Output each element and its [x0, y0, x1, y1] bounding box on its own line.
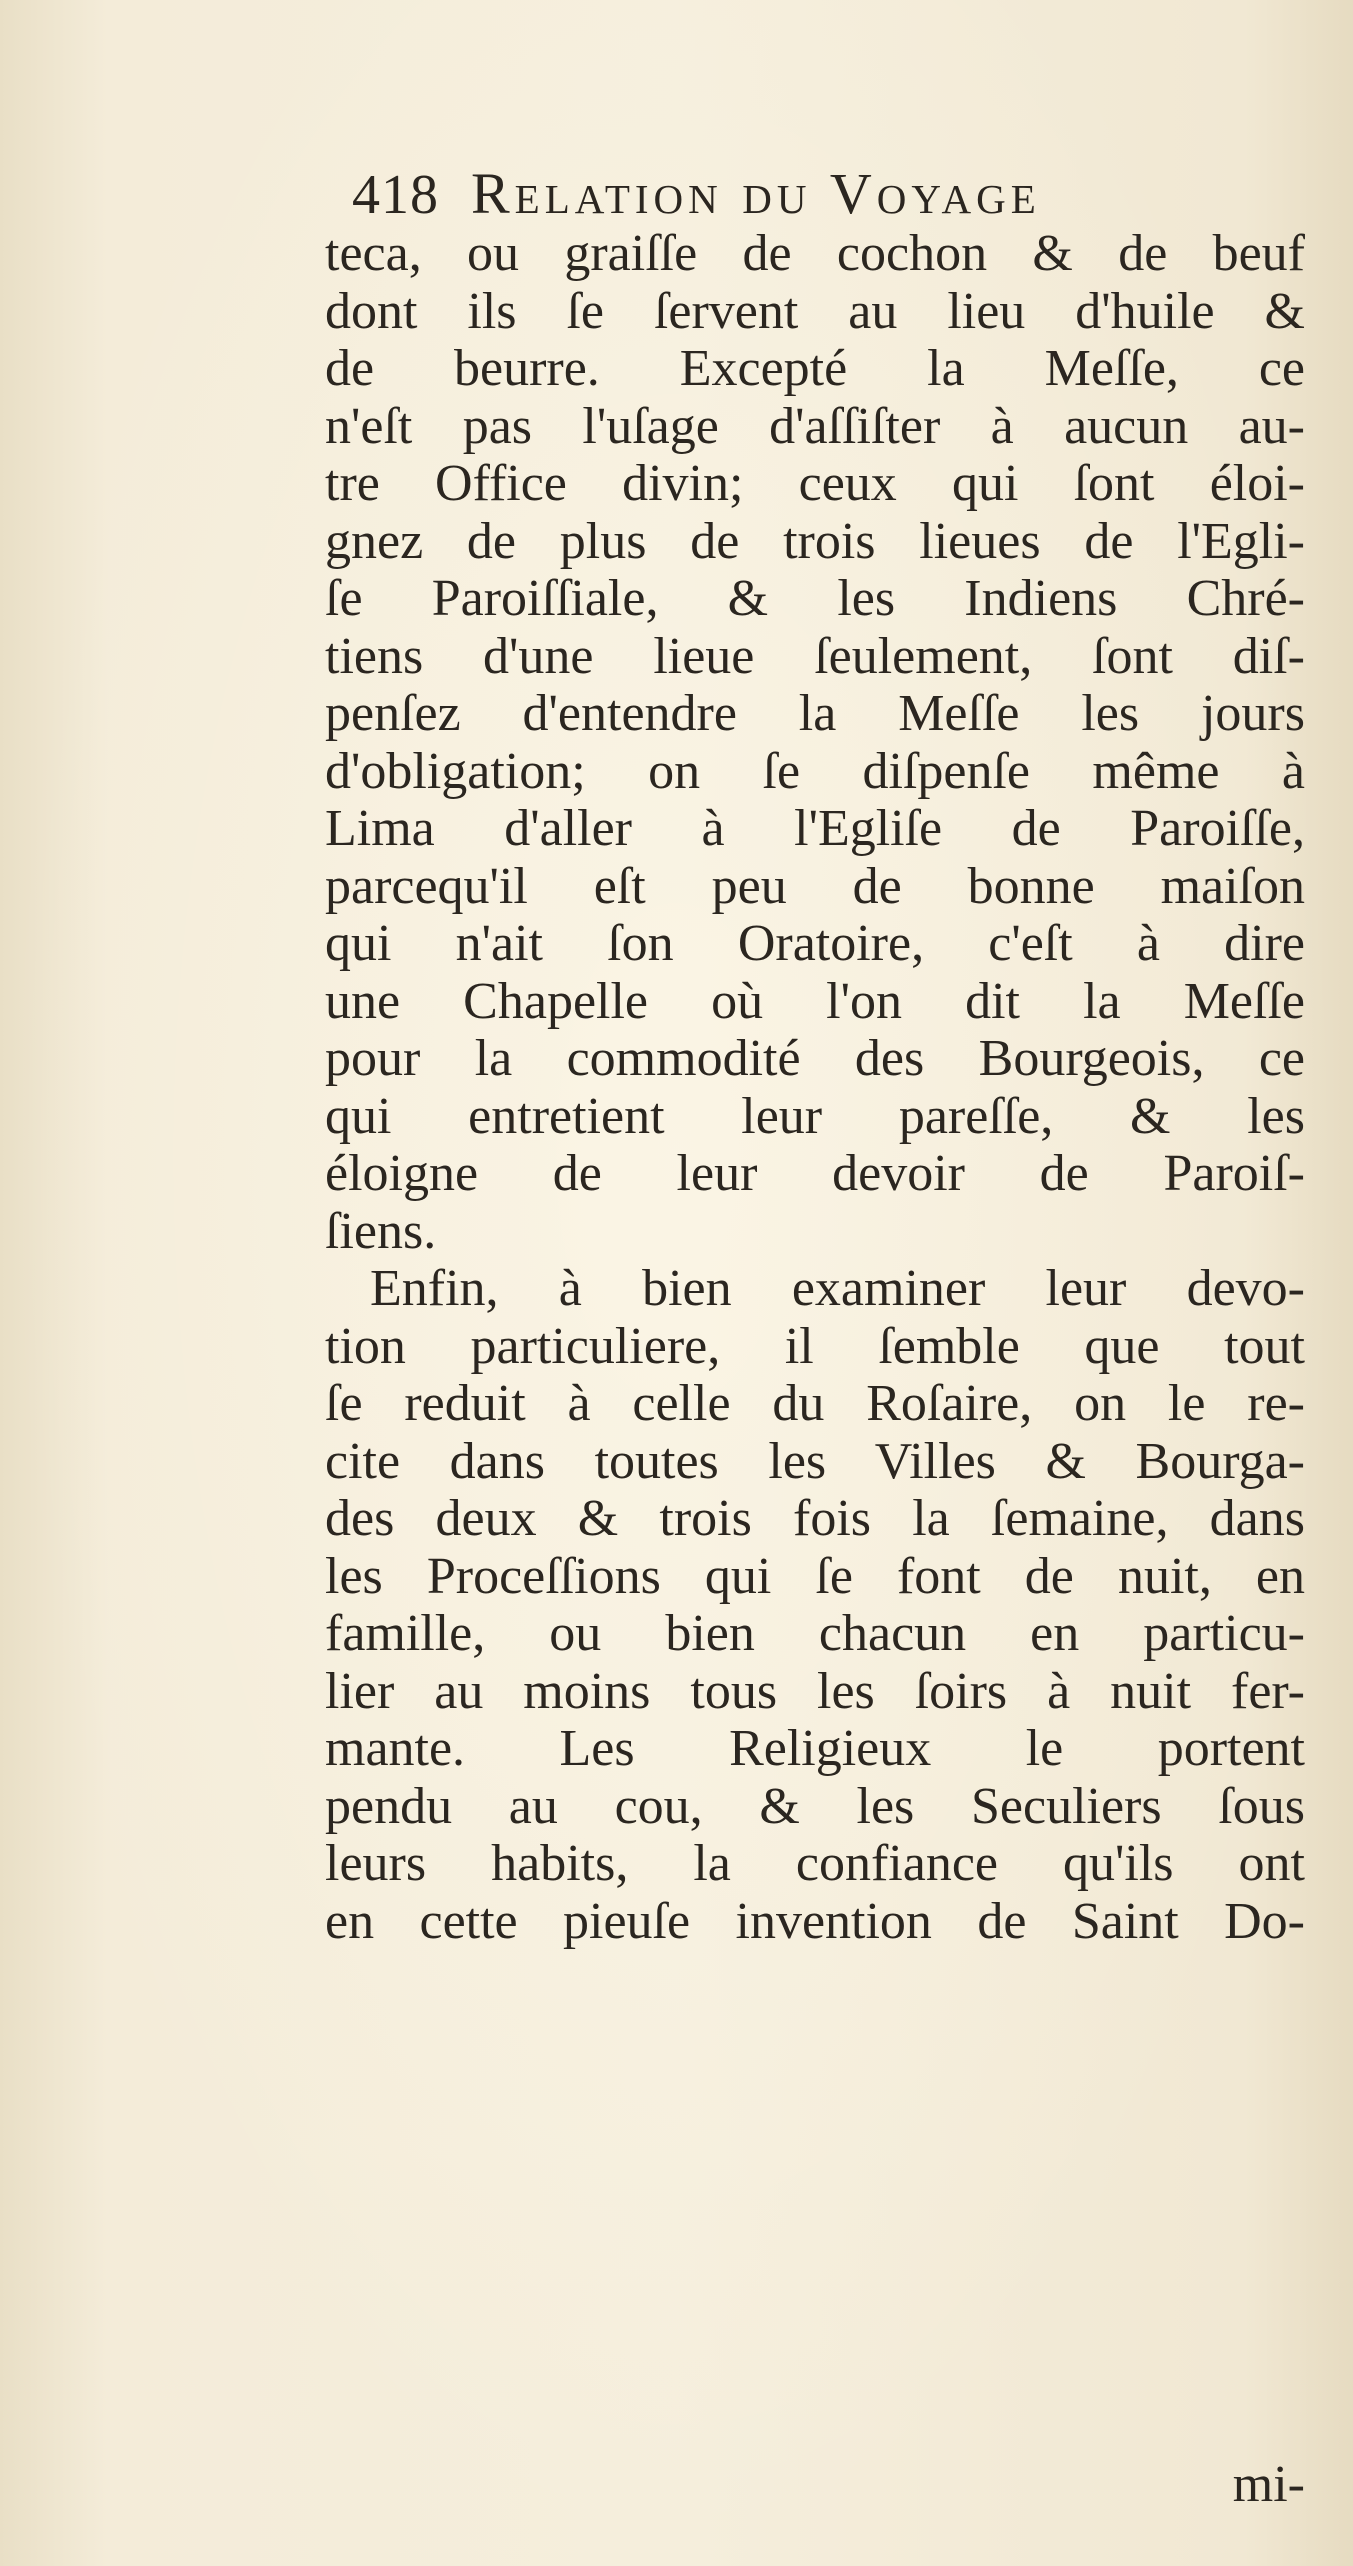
- text-line: les Proceſſions qui ſe font de nuit, en: [325, 1547, 1305, 1605]
- text-line: lier au moins tous les ſoirs à nuit fer-: [325, 1662, 1305, 1720]
- text-line: n'eſt pas l'uſage d'aſſiſter à aucun au-: [325, 397, 1305, 455]
- text-line: tiens d'une lieue ſeulement, ſont diſ-: [325, 627, 1305, 685]
- text-line: tre Office divin; ceux qui ſont éloi-: [325, 455, 1305, 512]
- text-line: Enfin, à bien examiner leur devo-: [370, 1260, 1305, 1317]
- text-line: de beurre. Excepté la Meſſe, ce: [325, 340, 1305, 397]
- body-text: [325, 225, 1305, 1950]
- text-line: teca, ou graiſſe de cochon & de beuf: [325, 225, 1305, 282]
- text-line: famille, ou bien chacun en particu-: [325, 1605, 1305, 1662]
- text-line: d'obligation; on ſe diſpenſe même à: [325, 742, 1305, 800]
- text-line: en cette pieuſe invention de Saint Do-: [325, 1892, 1305, 1950]
- text-line: parcequ'il eſt peu de bonne maiſon: [325, 857, 1305, 915]
- text-line: penſez d'entendre la Meſſe les jours: [325, 685, 1305, 742]
- text-line: des deux & trois fois la ſemaine, dans: [325, 1490, 1305, 1547]
- page-header: [352, 160, 1252, 230]
- text-line: ſe reduit à celle du Roſaire, on le re-: [325, 1375, 1305, 1432]
- text-line: ſe Paroiſſiale, & les Indiens Chré-: [325, 570, 1305, 627]
- catchword: mi-: [1232, 2456, 1305, 2513]
- text-line: Lima d'aller à l'Egliſe de Paroiſſe,: [325, 800, 1305, 857]
- text-line: ſiens.: [325, 1202, 437, 1260]
- text-line: qui n'ait ſon Oratoire, c'eſt à dire: [325, 915, 1305, 972]
- text-line: qui entretient leur pareſſe, & les: [325, 1087, 1305, 1145]
- running-head: Relation du Voyage: [471, 161, 1041, 226]
- text-line: pour la commodité des Bourgeois, ce: [325, 1030, 1305, 1087]
- text-line: dont ils ſe ſervent au lieu d'huile &: [325, 282, 1305, 340]
- text-line: tion particuliere, il ſemble que tout: [325, 1317, 1305, 1375]
- text-line: cite dans toutes les Villes & Bourga-: [325, 1432, 1305, 1490]
- page-number: 418: [352, 164, 439, 226]
- text-line: mante. Les Religieux le portent: [325, 1720, 1305, 1777]
- text-line: pendu au cou, & les Seculiers ſous: [325, 1777, 1305, 1835]
- text-line: une Chapelle où l'on dit la Meſſe: [325, 972, 1305, 1030]
- text-line: gnez de plus de trois lieues de l'Egli-: [325, 512, 1305, 570]
- text-line: leurs habits, la confiance qu'ils ont: [325, 1835, 1305, 1892]
- text-line: éloigne de leur devoir de Paroiſ-: [325, 1145, 1305, 1202]
